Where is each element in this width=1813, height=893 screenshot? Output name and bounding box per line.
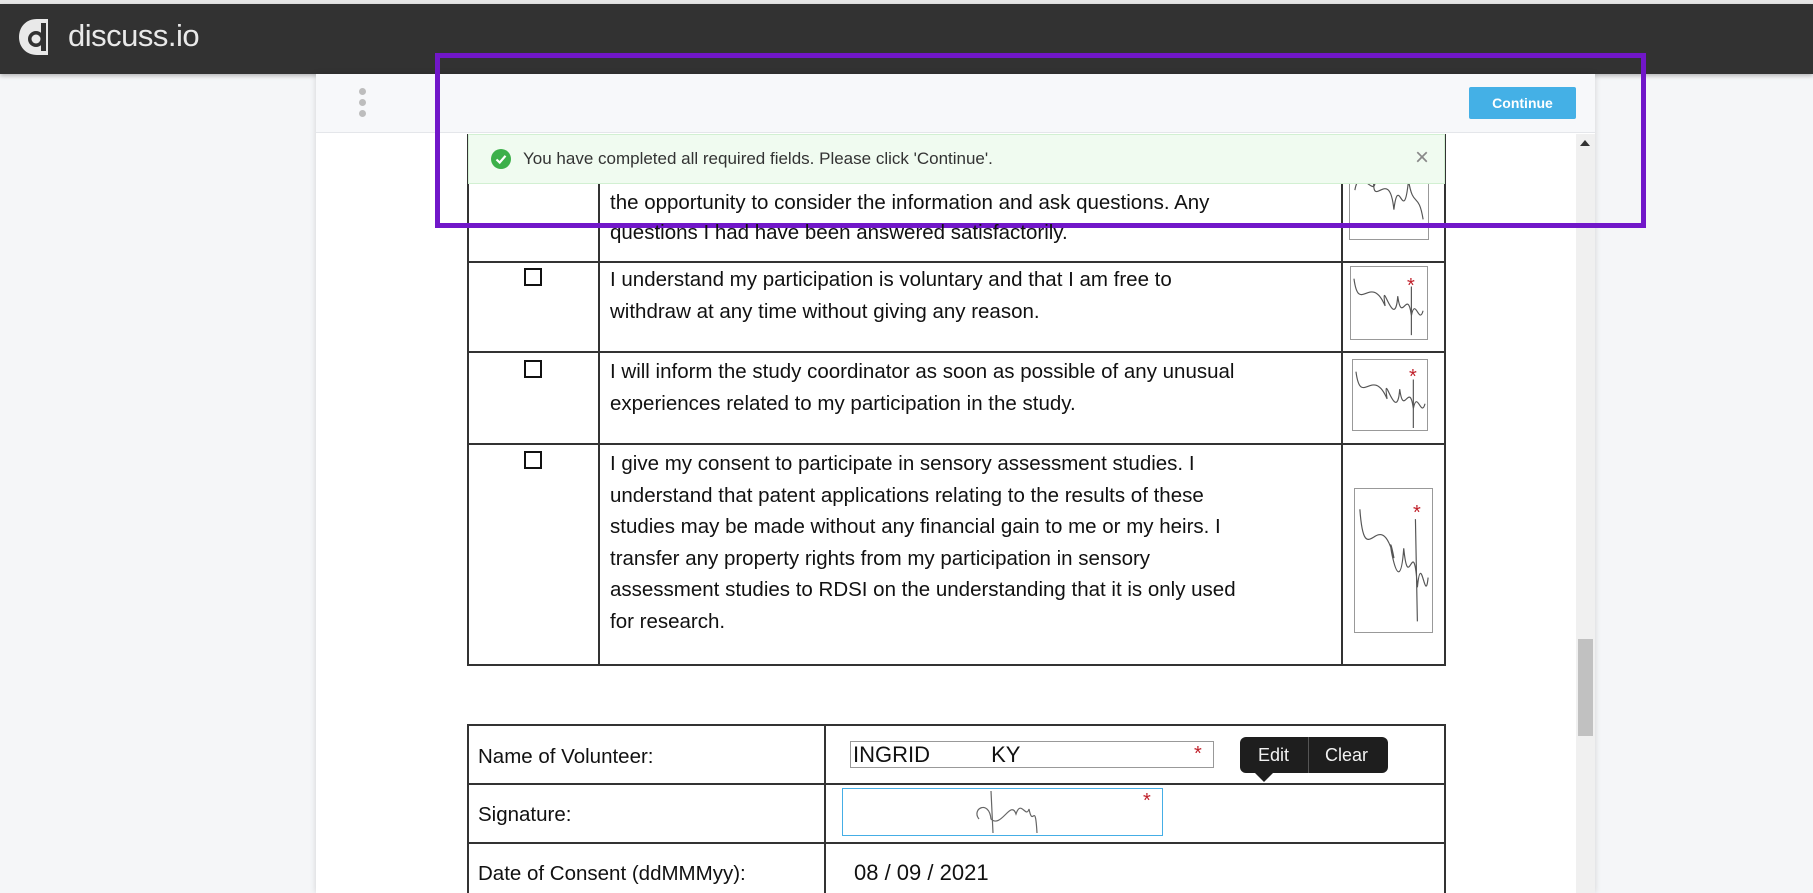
consent-row-text: I will inform the study coordinator as soon as possible of any unusual experiences related to my participation in the study. <box>610 360 1235 415</box>
name-label: Name of Volunteer: <box>478 745 654 768</box>
table-border <box>467 842 1446 844</box>
table-border <box>467 783 1446 785</box>
consent-row-text: I give my consent to participate in sensory assessment studies. I understand that patent applications relating to the results of these studies may be made without any financial gain to me or my heirs. I transfer any property rights from my participation in sensory assessment studies to RDSI on the understanding that it is only used for research. <box>610 452 1236 633</box>
consent-row-text: I understand my participation is voluntary and that I am free to withdraw at any time without giving any reason. <box>610 268 1172 323</box>
signature-label: Signature: <box>478 803 572 826</box>
table-border <box>824 724 826 893</box>
table-border <box>467 351 1446 353</box>
signature-field[interactable] <box>842 788 1163 836</box>
initials-signature[interactable] <box>1350 266 1428 340</box>
signature-action-tooltip <box>1240 737 1388 773</box>
tooltip-divider <box>1308 737 1309 773</box>
required-asterisk: * <box>1413 502 1421 524</box>
date-label: Date of Consent (ddMMMyy): <box>478 862 746 885</box>
table-border <box>1444 724 1446 893</box>
initials-signature[interactable] <box>1354 488 1433 633</box>
scrollbar-track[interactable] <box>1576 134 1595 893</box>
consent-checkbox[interactable] <box>524 360 542 378</box>
tooltip-arrow <box>1255 773 1273 782</box>
table-border <box>467 724 469 893</box>
table-border <box>467 664 1446 666</box>
volunteer-name-field[interactable]: INGRID KY <box>850 741 1214 768</box>
continue-button[interactable]: Continue <box>1469 87 1576 119</box>
table-border <box>467 443 1446 445</box>
clear-button[interactable]: Clear <box>1325 745 1369 765</box>
consent-checkbox[interactable] <box>524 451 542 469</box>
more-menu-icon[interactable] <box>359 88 366 95</box>
date-of-consent-field[interactable]: 08 / 09 / 2021 <box>854 860 989 885</box>
consent-checkbox[interactable] <box>524 268 542 286</box>
scrollbar-thumb[interactable] <box>1578 639 1593 736</box>
table-border <box>467 261 1446 263</box>
required-asterisk: * <box>1194 743 1202 765</box>
close-icon[interactable]: × <box>1415 144 1430 171</box>
consent-row-text: the opportunity to consider the information and ask questions. Any questions I had have been answered satisfactorily. <box>610 191 1210 244</box>
required-asterisk: * <box>1143 790 1151 812</box>
signature-image <box>971 789 1041 835</box>
required-asterisk: * <box>1407 275 1415 297</box>
more-menu-icon-dot[interactable] <box>359 99 366 106</box>
more-menu-icon-dot[interactable] <box>359 110 366 117</box>
app-logo-text: discuss.io <box>68 18 200 53</box>
table-border <box>467 724 1446 726</box>
discuss-logo-icon <box>18 17 56 57</box>
required-asterisk: * <box>1409 366 1417 388</box>
edit-button[interactable]: Edit <box>1258 745 1290 765</box>
success-message: You have completed all required fields. Please click 'Continue'. <box>523 149 993 168</box>
